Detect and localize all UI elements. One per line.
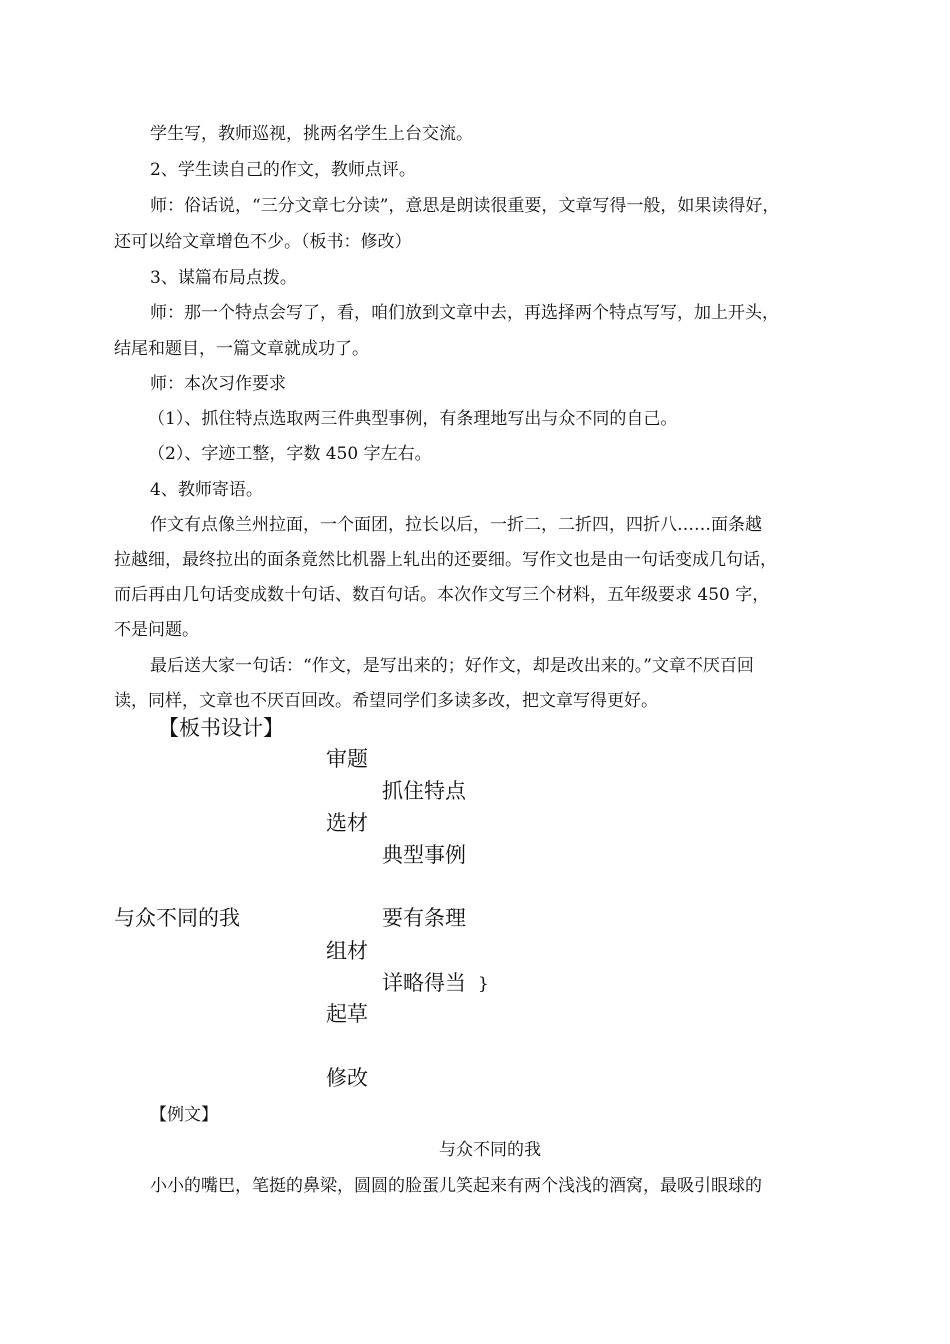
board-topic: 与众不同的我 <box>114 906 240 930</box>
board-step: 起草 <box>326 1002 368 1026</box>
paragraph-line: 师：那一个特点会写了，看，咱们放到文章中去，再选择两个特点写写，加上开头， <box>150 303 779 323</box>
paragraph-line: 3、谋篇布局点拨。 <box>150 268 297 288</box>
board-step: 审题 <box>326 747 368 771</box>
board-note: 详略得当 <box>382 971 466 995</box>
board-step: 修改 <box>326 1066 368 1090</box>
paragraph-line: 还可以给文章增色不少。（板书：修改） <box>114 232 412 252</box>
paragraph-line: 不是问题。 <box>114 620 199 640</box>
paragraph-line: 学生写，教师巡视，挑两名学生上台交流。 <box>150 124 473 144</box>
paragraph-line: （1）、抓住特点选取两三件典型事例，有条理地写出与众不同的自己。 <box>148 409 678 429</box>
paragraph-line: 师：俗话说，“三分文章七分读”，意思是朗读很重要，文章写得一般，如果读得好， <box>150 196 780 216</box>
paragraph-line: 师：本次习作要求 <box>150 374 286 394</box>
paragraph-line: 拉越细，最终拉出的面条竟然比机器上轧出的还要细。写作文也是由一句话变成几句话， <box>114 550 777 570</box>
paragraph-line: 结尾和题目，一篇文章就成功了。 <box>114 339 369 359</box>
board-brace: } <box>478 974 489 994</box>
paragraph-line: 4、教师寄语。 <box>150 480 263 500</box>
board-heading: 【板书设计】 <box>158 716 284 740</box>
paragraph-line: 读，同样，文章也不厌百回改。希望同学们多读多改，把文章写得更好。 <box>114 691 658 711</box>
paragraph-line: 最后送大家一句话：“作文，是写出来的；好作文，却是改出来的。”文章不厌百回 <box>150 656 754 676</box>
paragraph-line: 小小的嘴巴，笔挺的鼻梁，圆圆的脸蛋儿笑起来有两个浅浅的酒窝，最吸引眼球的 <box>150 1176 762 1196</box>
board-note: 典型事例 <box>382 843 466 867</box>
board-note: 要有条理 <box>382 906 466 930</box>
paragraph-line: （2）、字迹工整，字数 450 字左右。 <box>148 444 432 464</box>
paragraph-line: 而后再由几句话变成数十句话、数百句话。本次作文写三个材料，五年级要求 450 字， <box>114 585 770 605</box>
board-note: 抓住特点 <box>382 779 466 803</box>
paragraph-line: 作文有点像兰州拉面，一个面团，拉长以后，一折二，二折四，四折八……面条越 <box>150 515 762 535</box>
board-step: 选材 <box>326 811 368 835</box>
example-title: 与众不同的我 <box>439 1140 541 1160</box>
example-heading: 【例文】 <box>150 1105 218 1125</box>
paragraph-line: 2、学生读自己的作文，教师点评。 <box>150 160 416 180</box>
board-step: 组材 <box>326 939 368 963</box>
